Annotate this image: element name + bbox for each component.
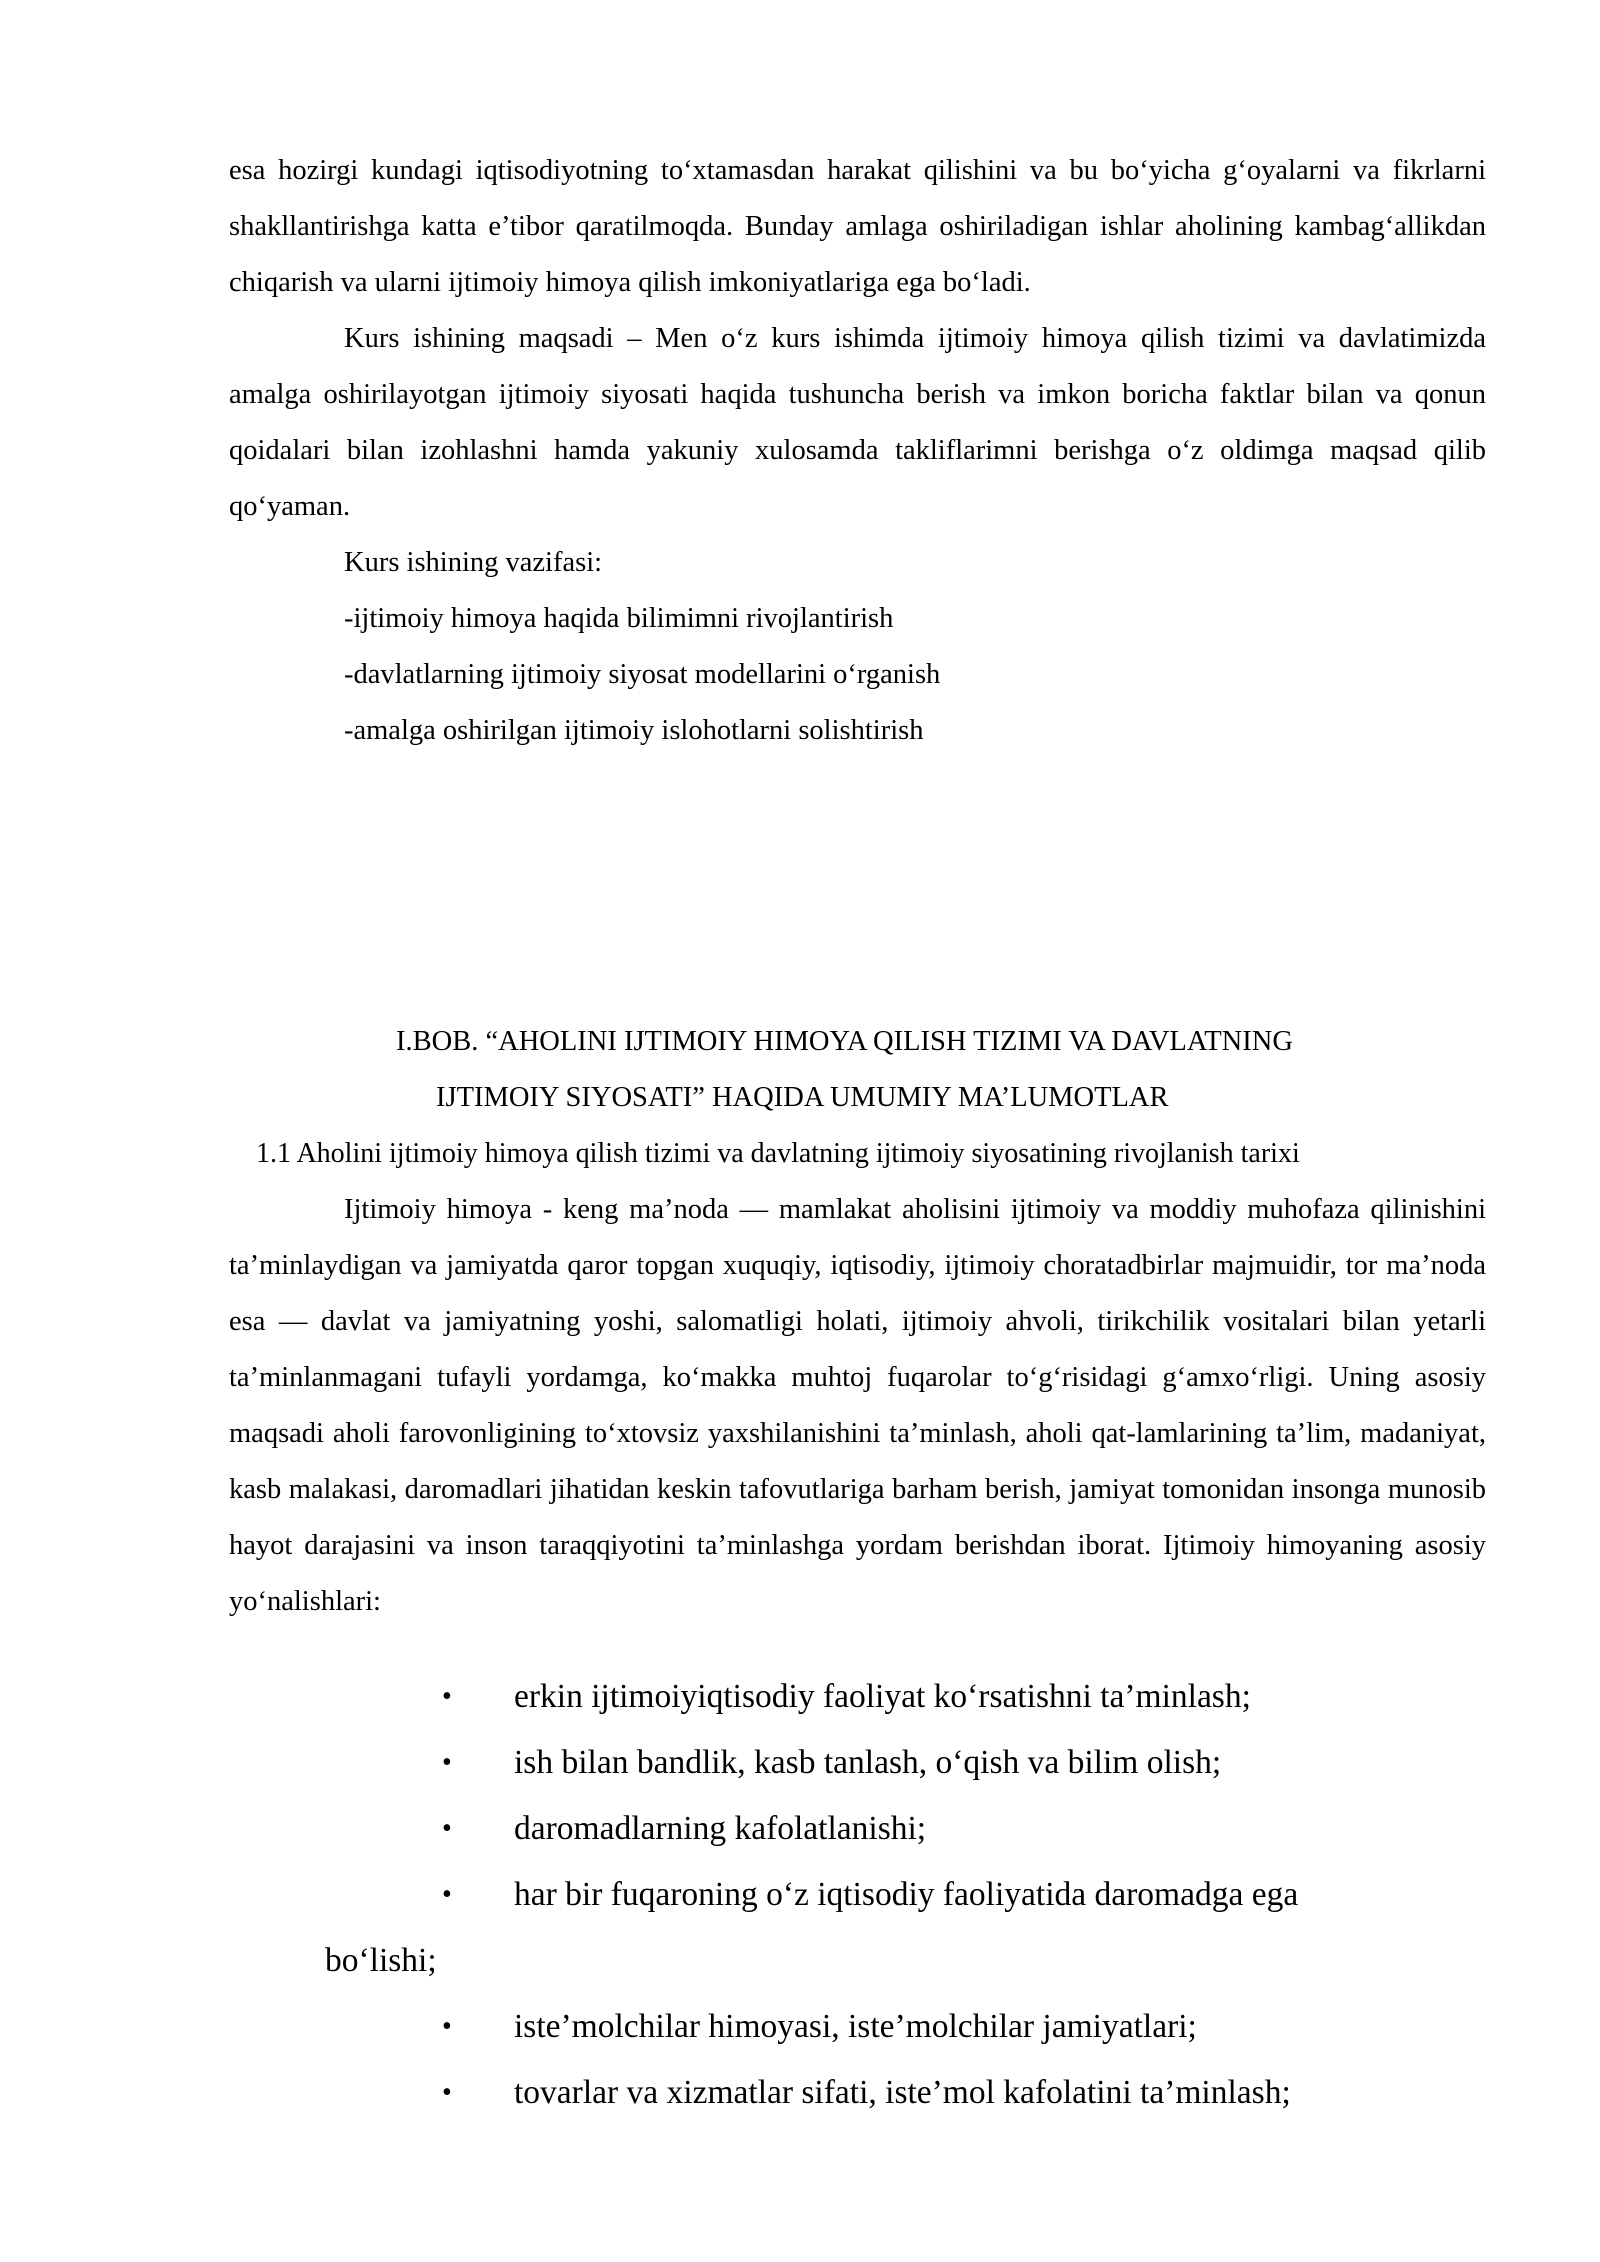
bullet-list (229, 1664, 1486, 2126)
list-item-text: har bir fuqaroning o‘z iqtisodiy faoliyatida daromadga ega (514, 1876, 1299, 1913)
list-item-continuation: bo‘lishi; (325, 1942, 437, 1979)
bullet-marker: • (442, 2011, 452, 2042)
chapter-title-line-1: I.BOB. “AHOLINI IJTIMOIY HIMOYA QILISH TIZIMI VA DAVLATNING (396, 1026, 1293, 1057)
bullet-marker: • (442, 2077, 452, 2108)
list-item (229, 1730, 1486, 1796)
bullet-marker: • (442, 1681, 452, 1712)
list-item (229, 2060, 1486, 2126)
list-item (229, 1994, 1486, 2060)
intro-section (229, 143, 1486, 759)
chapter-section (229, 1014, 1486, 1630)
task-item: -amalga oshirilgan ijtimoiy islohotlarni solishtirish (344, 715, 924, 746)
intro-paragraph: esa hozirgi kundagi iqtisodiyotning to‘xtamasdan harakat qilishini va bu bo‘yicha g‘oyalarni va fikrlarni shakllantirishga katta e’tibor qaratilmoqda. Bunday amlaga oshiriladigan ishlar aholining kambag‘allikdan chiqarish va ularni ijtimoiy himoya qilish imkoniyatlariga ega bo‘ladi. (229, 155, 1486, 298)
list-item (229, 1664, 1486, 1730)
list-item (229, 1796, 1486, 1862)
list-item-text: tovarlar va xizmatlar sifati, iste’mol kafolatini ta’minlash; (514, 2074, 1291, 2111)
chapter-title-line-2: IJTIMOIY SIYOSATI” HAQIDA UMUMIY MA’LUMOTLAR (436, 1082, 1169, 1113)
bullet-marker: • (442, 1747, 452, 1778)
task-item: -ijtimoiy himoya haqida bilimimni rivojlantirish (344, 603, 894, 634)
list-item-text: ish bilan bandlik, kasb tanlash, o‘qish va bilim olish; (514, 1744, 1222, 1781)
bullet-marker: • (442, 1879, 452, 1910)
list-item (229, 1862, 1486, 1928)
bullet-marker: • (442, 1813, 452, 1844)
task-item: -davlatlarning ijtimoiy siyosat modellarini o‘rganish (344, 659, 941, 690)
chapter-body-paragraph: Ijtimoiy himoya - keng ma’noda — mamlakat aholisini ijtimoiy va moddiy muhofaza qilinishini ta’minlaydigan va jamiyatda qaror topgan xuquqiy, iqtisodiy, ijtimoiy choratadbirlar majmuidir, tor ma’noda esa — davlat va jamiyatning yoshi, salomatligi holati, ijtimoiy ahvoli, tirikchilik vositalari bilan yetarli ta’minlanmagani tufayli yordamga, ko‘makka muhtoj fuqarolar to‘g‘risidagi g‘amxo‘rligi. Uning asosiy maqsadi aholi farovonligining to‘xtovsiz yaxshilanishini ta’minlash, aholi qat-lamlarining ta’lim, madaniyat, kasb malakasi, daromadlari jihatidan keskin tafovutlariga barham berish, jamiyat tomonidan insonga munosib hayot darajasini va inson taraqqiyotini ta’minlashga yordam berishdan iborat. Ijtimoiy himoyaning asosiy yo‘nalishlari: (229, 1194, 1486, 1617)
section-title: 1.1 Aholini ijtimoiy himoya qilish tizimi va davlatning ijtimoiy siyosatining rivojlanish tarixi (256, 1138, 1300, 1169)
list-item-text: erkin ijtimoiyiqtisodiy faoliyat ko‘rsatishni ta’minlash; (514, 1678, 1251, 1715)
course-goal-paragraph: Kurs ishining maqsadi – Men o‘z kurs ishimda ijtimoiy himoya qilish tizimi va davlatimizda amalga oshirilayotgan ijtimoiy siyosati haqida tushuncha berish va imkon boricha faktlar bilan va qonun qoidalari bilan izohlashni hamda yakuniy xulosamda takliflarimni berishga o‘z oldimga maqsad qilib qo‘yaman. (229, 323, 1486, 522)
tasks-title: Kurs ishining vazifasi: (344, 547, 603, 578)
list-item-text: iste’molchilar himoyasi, iste’molchilar jamiyatlari; (514, 2008, 1197, 2045)
list-item-text: daromadlarning kafolatlanishi; (514, 1810, 927, 1847)
